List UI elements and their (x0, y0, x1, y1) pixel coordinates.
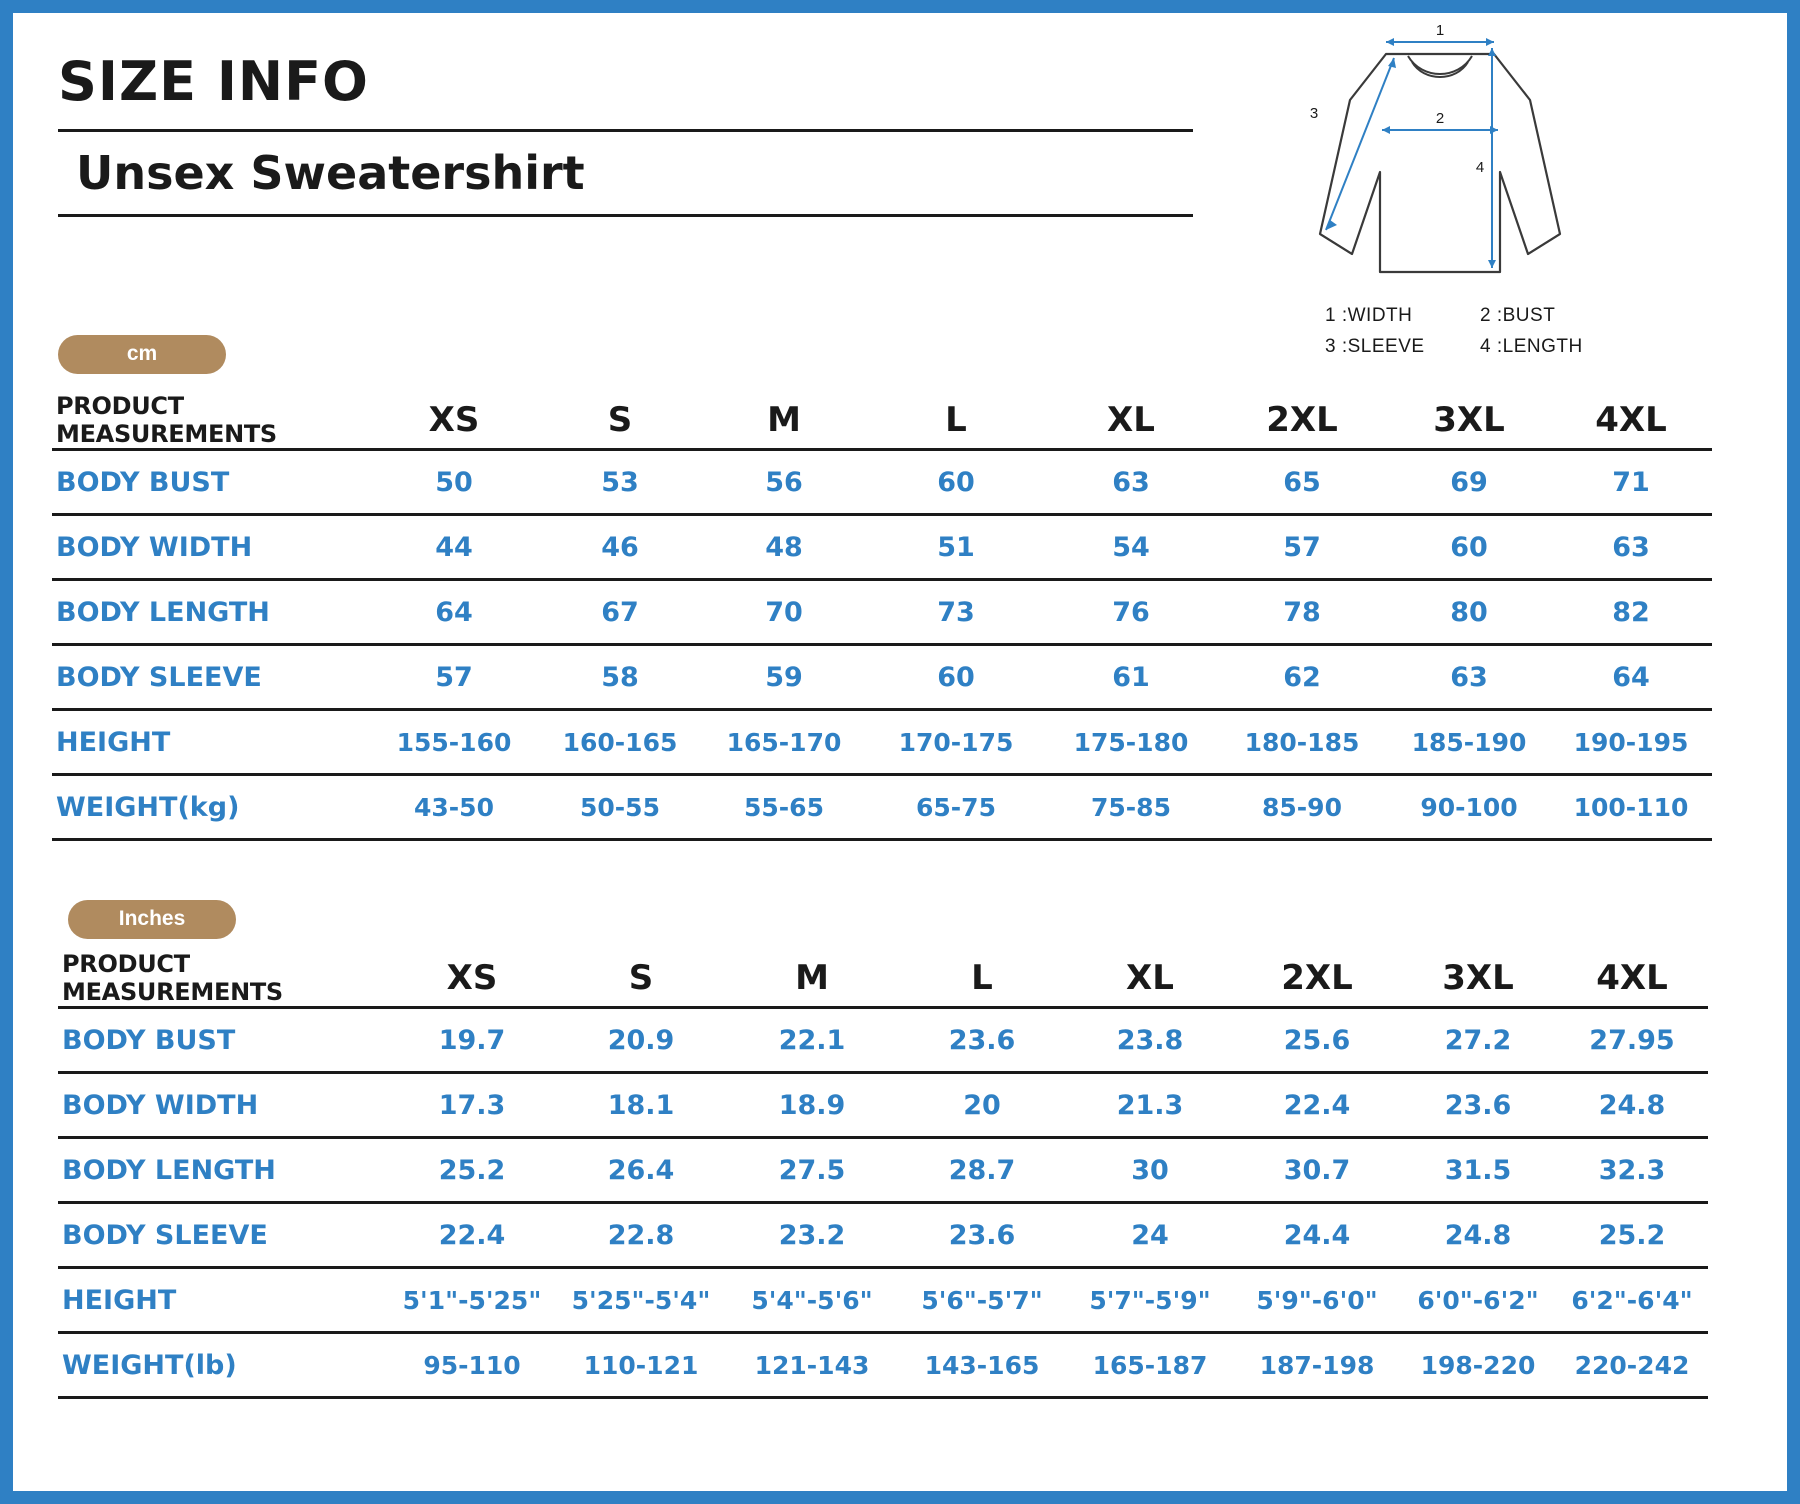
cell-cm-height-3xl: 185-190 (1388, 710, 1550, 775)
page-border-right (1787, 0, 1800, 1504)
row-label-in-body-bust: BODY BUST (58, 1008, 388, 1073)
cell-cm-height-xs: 155-160 (370, 710, 538, 775)
unit-badge-inches: Inches (68, 900, 236, 939)
cell-in-weight-xs: 95-110 (388, 1333, 556, 1398)
column-header-s: S (538, 392, 702, 450)
cell-in-width-s: 18.1 (556, 1073, 726, 1138)
cell-in-length-m: 27.5 (726, 1138, 898, 1203)
cell-cm-sleeve-xs: 57 (370, 645, 538, 710)
cell-in-sleeve-2xl: 24.4 (1234, 1203, 1400, 1268)
cell-in-width-xl: 21.3 (1066, 1073, 1234, 1138)
unit-badge-cm: cm (58, 335, 226, 374)
cell-cm-weight-4xl: 100-110 (1550, 775, 1712, 840)
cell-cm-height-xl: 175-180 (1046, 710, 1216, 775)
cell-cm-sleeve-s: 58 (538, 645, 702, 710)
cell-cm-width-xs: 44 (370, 515, 538, 580)
column-header-measurements-in: PRODUCT MEASUREMENTS (58, 950, 388, 1008)
svg-text:3: 3 (1309, 105, 1319, 122)
page-border-top (0, 0, 1800, 13)
column-header-in-3xl: 3XL (1400, 950, 1556, 1008)
row-label-body-length: BODY LENGTH (52, 580, 370, 645)
cell-in-length-xs: 25.2 (388, 1138, 556, 1203)
cell-in-width-4xl: 24.8 (1556, 1073, 1708, 1138)
row-label-in-body-length: BODY LENGTH (58, 1138, 388, 1203)
cell-cm-weight-s: 50-55 (538, 775, 702, 840)
cell-cm-width-m: 48 (702, 515, 866, 580)
column-header-xs: XS (370, 392, 538, 450)
cell-cm-weight-2xl: 85-90 (1216, 775, 1388, 840)
svg-text:4: 4 (1475, 159, 1485, 176)
cell-cm-width-l: 51 (866, 515, 1046, 580)
cell-cm-bust-3xl: 69 (1388, 450, 1550, 515)
cell-in-bust-xl: 23.8 (1066, 1008, 1234, 1073)
cell-cm-sleeve-2xl: 62 (1216, 645, 1388, 710)
cell-in-height-4xl: 6'2"-6'4" (1556, 1268, 1708, 1333)
cell-cm-length-2xl: 78 (1216, 580, 1388, 645)
cell-in-weight-4xl: 220-242 (1556, 1333, 1708, 1398)
cell-cm-width-2xl: 57 (1216, 515, 1388, 580)
cell-in-length-2xl: 30.7 (1234, 1138, 1400, 1203)
cell-cm-length-xs: 64 (370, 580, 538, 645)
cell-in-height-m: 5'4"-5'6" (726, 1268, 898, 1333)
cell-cm-width-3xl: 60 (1388, 515, 1550, 580)
row-label-in-body-width: BODY WIDTH (58, 1073, 388, 1138)
cell-cm-weight-3xl: 90-100 (1388, 775, 1550, 840)
cell-in-width-m: 18.9 (726, 1073, 898, 1138)
diagram-legend (1325, 305, 1665, 367)
column-header-in-2xl: 2XL (1234, 950, 1400, 1008)
cell-cm-height-4xl: 190-195 (1550, 710, 1712, 775)
cell-cm-sleeve-m: 59 (702, 645, 866, 710)
row-label-body-bust: BODY BUST (52, 450, 370, 515)
sweatshirt-diagram (1290, 22, 1640, 277)
cell-cm-length-m: 70 (702, 580, 866, 645)
legend-width: 1 :WIDTH (1325, 305, 1413, 326)
column-header-2xl: 2XL (1216, 392, 1388, 450)
cell-in-height-l: 5'6"-5'7" (898, 1268, 1066, 1333)
column-header-l: L (866, 392, 1046, 450)
product-name: Unsex Sweatershirt (76, 146, 585, 200)
cell-in-bust-s: 20.9 (556, 1008, 726, 1073)
page-border-left (0, 0, 13, 1504)
table-row (52, 645, 1712, 710)
cell-in-height-3xl: 6'0"-6'2" (1400, 1268, 1556, 1333)
table-row (58, 1268, 1708, 1333)
cell-cm-sleeve-3xl: 63 (1388, 645, 1550, 710)
cell-in-weight-xl: 165-187 (1066, 1333, 1234, 1398)
cell-cm-sleeve-4xl: 64 (1550, 645, 1712, 710)
cell-in-height-s: 5'25"-5'4" (556, 1268, 726, 1333)
column-header-measurements: PRODUCT MEASUREMENTS (52, 392, 370, 450)
cell-cm-length-l: 73 (866, 580, 1046, 645)
page-title: SIZE INFO (58, 50, 369, 113)
legend-sleeve: 3 :SLEEVE (1325, 336, 1425, 357)
cell-cm-sleeve-xl: 61 (1046, 645, 1216, 710)
cell-in-sleeve-s: 22.8 (556, 1203, 726, 1268)
table-row (52, 450, 1712, 515)
cell-cm-sleeve-l: 60 (866, 645, 1046, 710)
cell-cm-bust-xl: 63 (1046, 450, 1216, 515)
cell-in-weight-s: 110-121 (556, 1333, 726, 1398)
column-header-in-m: M (726, 950, 898, 1008)
cell-cm-length-xl: 76 (1046, 580, 1216, 645)
cell-in-sleeve-m: 23.2 (726, 1203, 898, 1268)
cell-in-height-xl: 5'7"-5'9" (1066, 1268, 1234, 1333)
row-label-in-body-sleeve: BODY SLEEVE (58, 1203, 388, 1268)
cell-in-width-l: 20 (898, 1073, 1066, 1138)
legend-row (1325, 336, 1665, 358)
svg-text:2: 2 (1435, 110, 1445, 127)
table-row (58, 1203, 1708, 1268)
cell-cm-weight-xl: 75-85 (1046, 775, 1216, 840)
table-row (52, 580, 1712, 645)
column-header-4xl: 4XL (1550, 392, 1712, 450)
cell-in-weight-l: 143-165 (898, 1333, 1066, 1398)
legend-bust: 2 :BUST (1480, 305, 1556, 326)
cell-cm-weight-xs: 43-50 (370, 775, 538, 840)
svg-text:1: 1 (1435, 22, 1445, 39)
cell-cm-bust-l: 60 (866, 450, 1046, 515)
cell-in-width-2xl: 22.4 (1234, 1073, 1400, 1138)
table-row (52, 515, 1712, 580)
cell-in-width-3xl: 23.6 (1400, 1073, 1556, 1138)
cell-cm-height-m: 165-170 (702, 710, 866, 775)
cell-cm-bust-2xl: 65 (1216, 450, 1388, 515)
column-header-m: M (702, 392, 866, 450)
table-row (52, 710, 1712, 775)
title-divider-bottom (58, 214, 1193, 217)
title-divider-top (58, 129, 1193, 132)
cell-in-sleeve-l: 23.6 (898, 1203, 1066, 1268)
cell-in-weight-m: 121-143 (726, 1333, 898, 1398)
cell-in-height-2xl: 5'9"-6'0" (1234, 1268, 1400, 1333)
table-header-row (52, 392, 1712, 450)
size-table-cm (52, 392, 1712, 841)
row-label-weight-lb: WEIGHT(lb) (58, 1333, 388, 1398)
cell-in-height-xs: 5'1"-5'25" (388, 1268, 556, 1333)
cell-in-width-xs: 17.3 (388, 1073, 556, 1138)
cell-in-bust-xs: 19.7 (388, 1008, 556, 1073)
cell-in-bust-3xl: 27.2 (1400, 1008, 1556, 1073)
cell-in-sleeve-3xl: 24.8 (1400, 1203, 1556, 1268)
cell-cm-height-2xl: 180-185 (1216, 710, 1388, 775)
cell-in-length-xl: 30 (1066, 1138, 1234, 1203)
cell-cm-height-l: 170-175 (866, 710, 1046, 775)
title-block (58, 50, 1198, 217)
table-header-row (58, 950, 1708, 1008)
column-header-in-s: S (556, 950, 726, 1008)
row-label-body-width: BODY WIDTH (52, 515, 370, 580)
cell-cm-length-3xl: 80 (1388, 580, 1550, 645)
cell-cm-height-s: 160-165 (538, 710, 702, 775)
column-header-xl: XL (1046, 392, 1216, 450)
cell-cm-width-xl: 54 (1046, 515, 1216, 580)
cell-in-length-l: 28.7 (898, 1138, 1066, 1203)
cell-in-weight-3xl: 198-220 (1400, 1333, 1556, 1398)
table-row (58, 1073, 1708, 1138)
row-label-weight-kg: WEIGHT(kg) (52, 775, 370, 840)
cell-cm-bust-m: 56 (702, 450, 866, 515)
cell-in-length-4xl: 32.3 (1556, 1138, 1708, 1203)
row-label-height: HEIGHT (52, 710, 370, 775)
cell-in-bust-m: 22.1 (726, 1008, 898, 1073)
cell-in-length-3xl: 31.5 (1400, 1138, 1556, 1203)
cell-cm-length-s: 67 (538, 580, 702, 645)
cell-in-sleeve-4xl: 25.2 (1556, 1203, 1708, 1268)
cell-cm-width-s: 46 (538, 515, 702, 580)
cell-in-sleeve-xl: 24 (1066, 1203, 1234, 1268)
cell-cm-weight-m: 55-65 (702, 775, 866, 840)
legend-length: 4 :LENGTH (1480, 336, 1583, 357)
table-row (52, 775, 1712, 840)
cell-cm-length-4xl: 82 (1550, 580, 1712, 645)
size-table-inches (58, 950, 1708, 1399)
table-row (58, 1333, 1708, 1398)
cell-cm-width-4xl: 63 (1550, 515, 1712, 580)
cell-in-bust-l: 23.6 (898, 1008, 1066, 1073)
legend-row (1325, 305, 1665, 327)
table-row (58, 1008, 1708, 1073)
column-header-in-4xl: 4XL (1556, 950, 1708, 1008)
cell-in-weight-2xl: 187-198 (1234, 1333, 1400, 1398)
column-header-in-xl: XL (1066, 950, 1234, 1008)
row-label-body-sleeve: BODY SLEEVE (52, 645, 370, 710)
cell-cm-bust-xs: 50 (370, 450, 538, 515)
cell-in-bust-2xl: 25.6 (1234, 1008, 1400, 1073)
column-header-in-xs: XS (388, 950, 556, 1008)
cell-cm-bust-s: 53 (538, 450, 702, 515)
cell-cm-bust-4xl: 71 (1550, 450, 1712, 515)
cell-cm-weight-l: 65-75 (866, 775, 1046, 840)
table-row (58, 1138, 1708, 1203)
cell-in-sleeve-xs: 22.4 (388, 1203, 556, 1268)
cell-in-bust-4xl: 27.95 (1556, 1008, 1708, 1073)
column-header-3xl: 3XL (1388, 392, 1550, 450)
cell-in-length-s: 26.4 (556, 1138, 726, 1203)
page-border-bottom (0, 1491, 1800, 1504)
row-label-in-height: HEIGHT (58, 1268, 388, 1333)
column-header-in-l: L (898, 950, 1066, 1008)
